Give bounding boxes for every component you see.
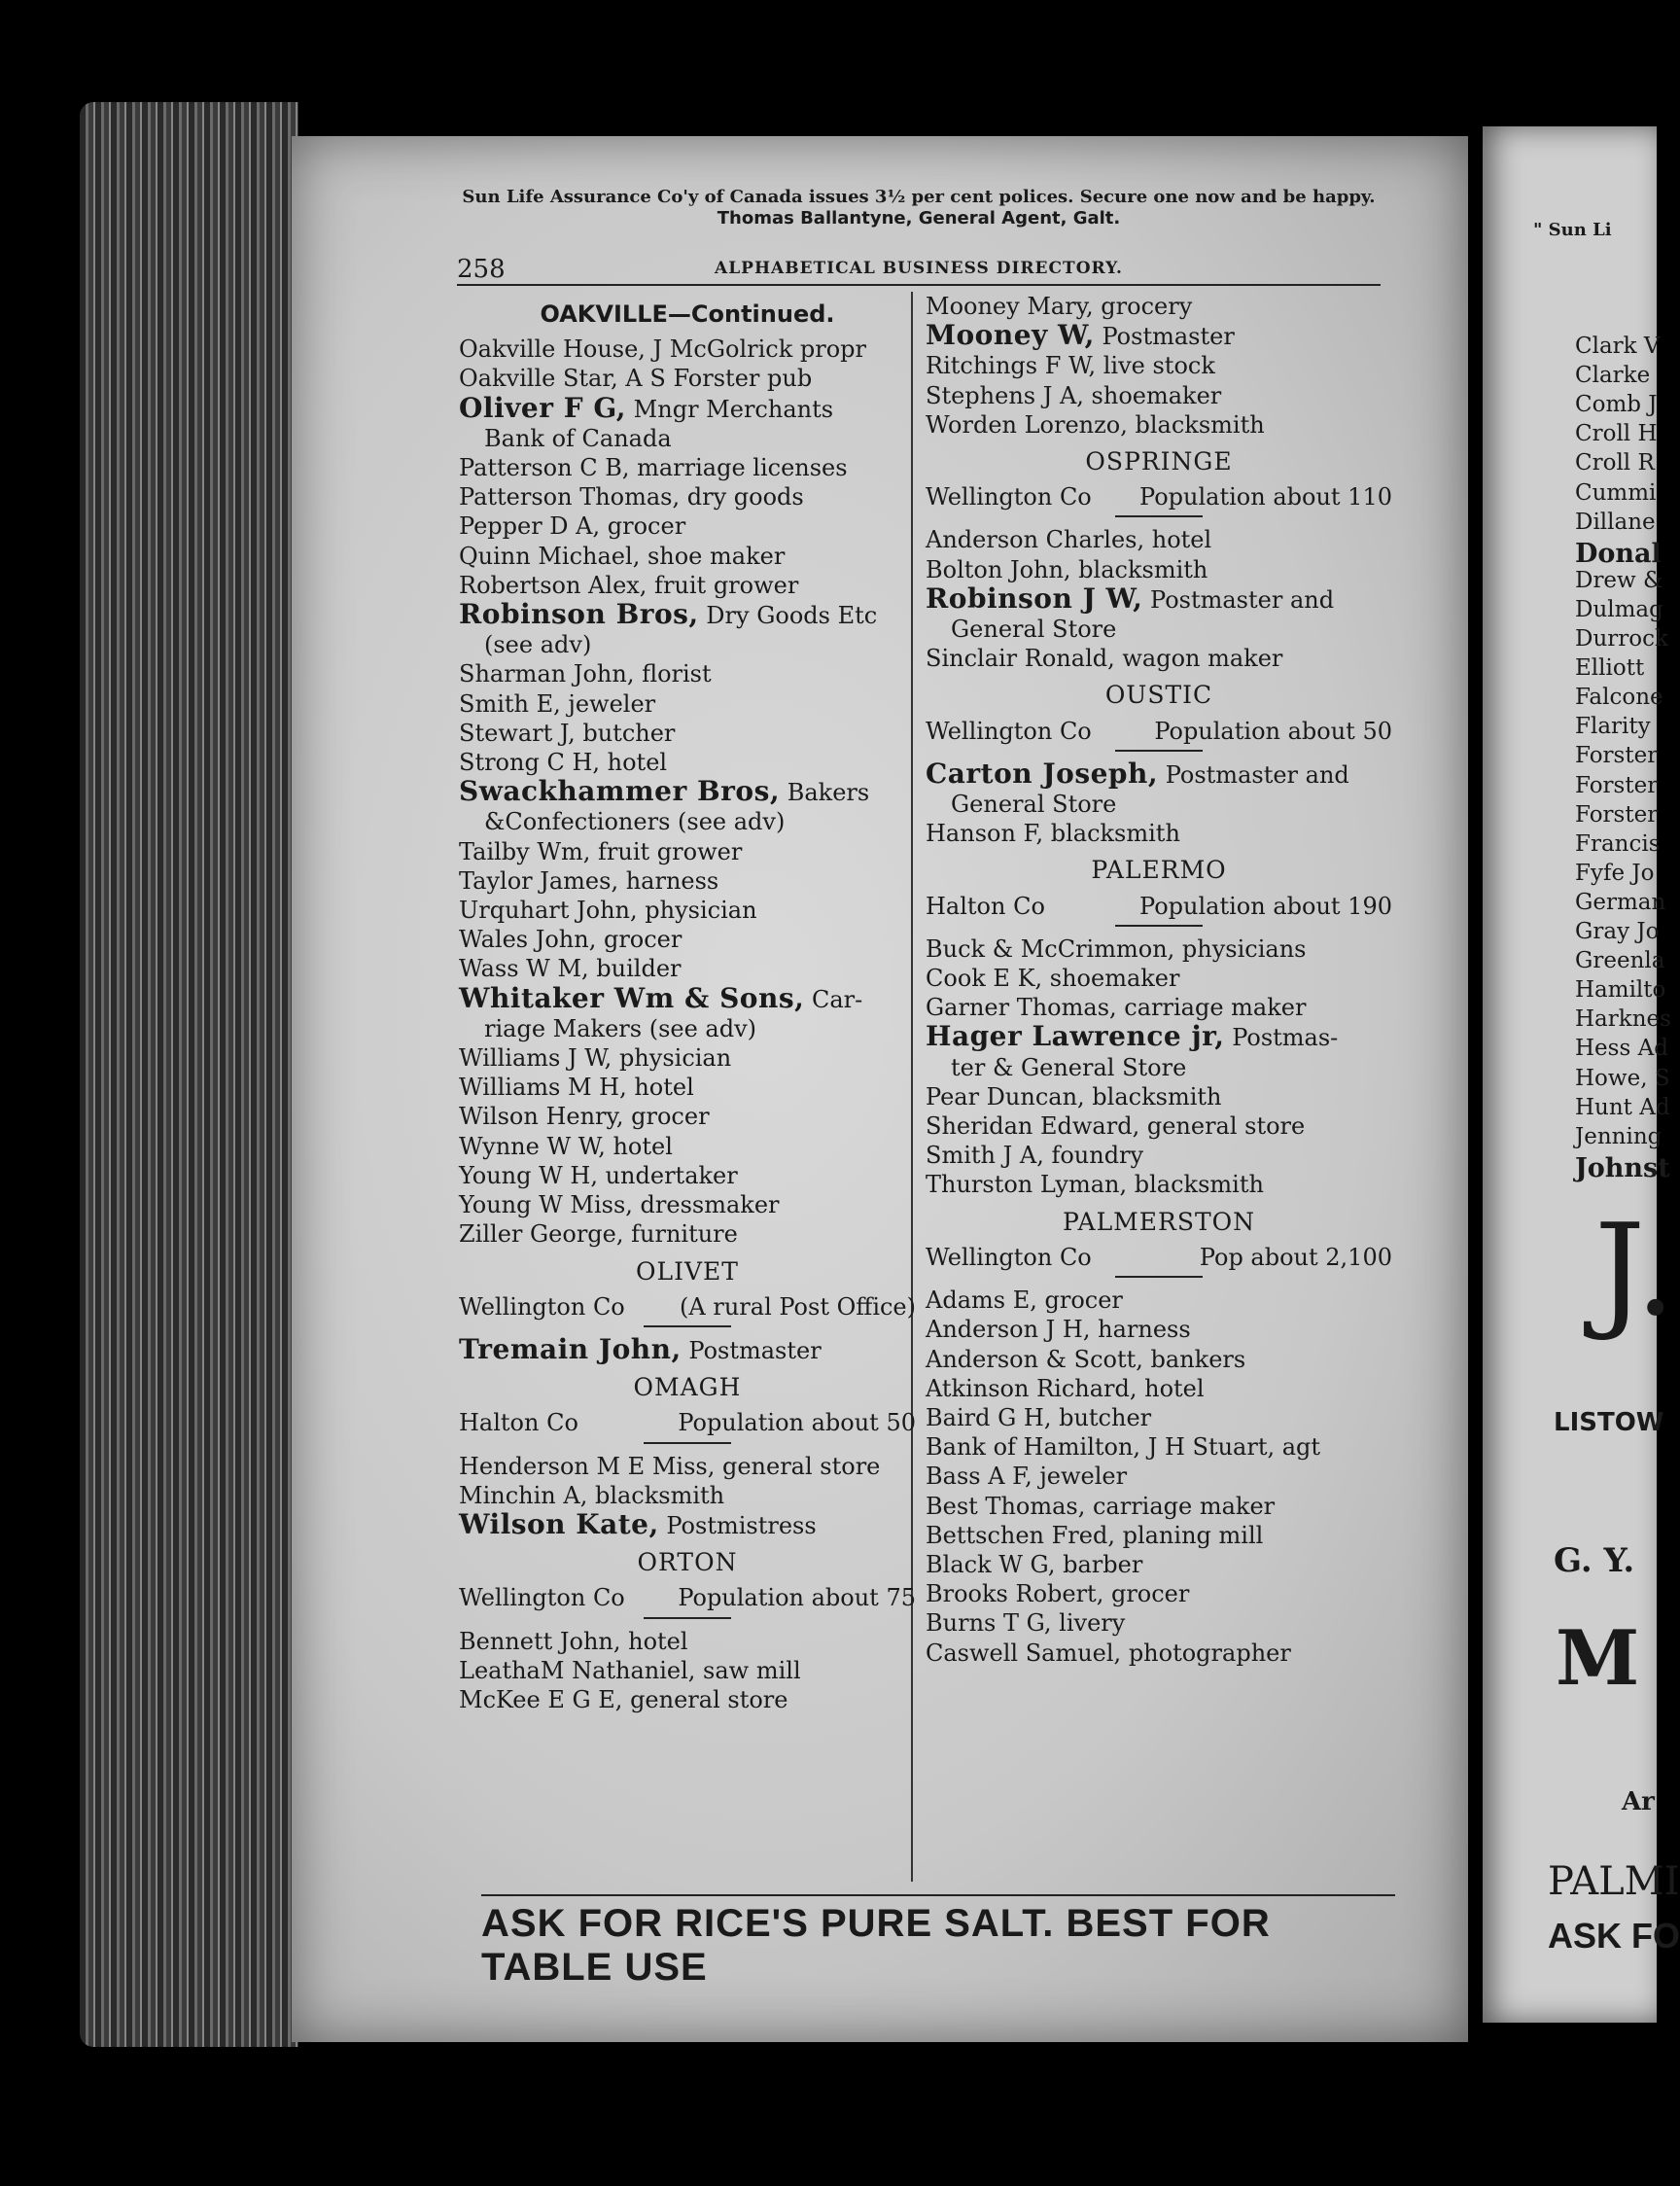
next-page-fragment: Forster [1575, 772, 1659, 798]
directory-entry [459, 1656, 916, 1685]
entry-name: Baird G H, butcher [926, 1403, 1152, 1431]
directory-entry [926, 1141, 1392, 1170]
entry-name: Quinn Michael, shoe maker [459, 542, 786, 570]
right-column [926, 292, 1392, 1668]
page-title: ALPHABETICAL BUSINESS DIRECTORY. [715, 259, 1123, 278]
county-name: Halton Co [459, 1409, 578, 1437]
section-rule [1115, 925, 1203, 927]
entry-name: Smith E, jeweler [459, 689, 656, 718]
population: (A rural Post Office) [680, 1292, 916, 1321]
page-header [457, 255, 1381, 286]
next-page-fragment: Flarity [1575, 714, 1651, 740]
entry-name: Ritchings F W, live stock [926, 352, 1215, 380]
next-page-fragment: Jenning [1575, 1123, 1662, 1149]
entry-name: Whitaker Wm & Sons, [459, 981, 805, 1014]
entry-continuation: Bank of Canada [484, 424, 672, 452]
entry-name: Wilson Kate, [459, 1507, 659, 1540]
directory-entry [926, 1374, 1392, 1403]
next-page-fragment: Greenla [1575, 948, 1665, 974]
directory-entry [459, 1161, 916, 1190]
section-heading-oakville: OAKVILLE—Continued. [540, 300, 835, 328]
entry-name: Wilson Henry, grocer [459, 1103, 710, 1131]
directory-entry [926, 381, 1392, 410]
directory-entry [926, 759, 1392, 819]
town-info [459, 1292, 916, 1322]
entry-detail: Dry Goods Etc [698, 602, 878, 630]
directory-entry [926, 934, 1392, 964]
town-info [926, 892, 1392, 921]
section-rule [1115, 750, 1203, 752]
next-page-fragment: LISTOW [1554, 1408, 1664, 1437]
directory-entry [926, 555, 1392, 584]
county-name: Wellington Co [926, 717, 1092, 745]
directory-entry [926, 1639, 1392, 1668]
next-page-fragment: G. Y. [1554, 1541, 1635, 1580]
entry-name: Anderson Charles, hotel [926, 526, 1212, 554]
town-heading: ORTON [637, 1548, 738, 1577]
population: Population about 190 [1139, 892, 1392, 920]
entry-name: Adams E, grocer [926, 1287, 1123, 1315]
directory-entry [926, 819, 1392, 848]
entry-name: Best Thomas, carriage maker [926, 1492, 1276, 1520]
county-name: Halton Co [926, 892, 1045, 920]
next-page-fragment: Comb J [1575, 392, 1658, 418]
directory-entry [459, 837, 916, 866]
directory-entry [459, 1219, 916, 1249]
entry-name: Hanson F, blacksmith [926, 820, 1180, 848]
next-page-fragment: Falcone [1575, 685, 1663, 711]
town-heading: OLIVET [636, 1256, 739, 1286]
next-page-fragment: Gray Jo [1575, 919, 1660, 944]
next-page-fragment: Croll H [1575, 421, 1658, 447]
directory-entry [459, 981, 916, 1043]
town-heading: PALMERSTON [1062, 1207, 1256, 1236]
entry-name: Sharman John, florist [459, 660, 712, 688]
directory-entry [459, 1452, 916, 1481]
next-page-fragment: Howe, S [1575, 1065, 1670, 1091]
town-heading: PALERMO [1091, 856, 1227, 885]
banner-line-2: Thomas Ballantyne, General Agent, Galt. [717, 208, 1121, 229]
entry-name: Oliver F G, [459, 391, 627, 424]
entry-continuation: General Store [951, 791, 1117, 819]
next-page-fragment: Johnst [1575, 1152, 1670, 1183]
next-page-fragment: Forster [1575, 743, 1659, 769]
directory-entry [459, 1507, 916, 1540]
directory-entry [926, 351, 1392, 380]
entry-name: Caswell Samuel, photographer [926, 1639, 1291, 1667]
entry-name: Pepper D A, grocer [459, 512, 686, 541]
entry-name: Worden Lorenzo, blacksmith [926, 410, 1265, 439]
next-page-initial: J. [1594, 1196, 1676, 1344]
directory-entry [926, 1315, 1392, 1344]
entry-detail: Postmistress [658, 1511, 817, 1539]
next-page-fragment: Drew & [1575, 567, 1663, 593]
next-page-fragment: Clarke [1575, 363, 1651, 389]
town-info [926, 1243, 1392, 1272]
directory-entry [926, 1345, 1392, 1374]
entry-detail: Postmaster [1094, 323, 1235, 351]
directory-entry [926, 1170, 1392, 1199]
entry-name: Hager Lawrence jr, [926, 1020, 1225, 1053]
directory-entry [926, 1111, 1392, 1141]
banner-line-1: Sun Life Assurance Co'y of Canada issues 3½ per cent polices. Secure one now and be happy. [462, 187, 1376, 207]
entry-detail: Mngr Merchants [626, 395, 834, 423]
entry-name: Henderson M E Miss, general store [459, 1452, 881, 1480]
directory-entry [459, 777, 916, 836]
entry-name: Bolton John, blacksmith [926, 555, 1208, 583]
county-name: Wellington Co [459, 1584, 625, 1612]
entry-name: Stewart J, butcher [459, 719, 676, 747]
entry-name: Burns T G, livery [926, 1609, 1126, 1638]
town-info [926, 482, 1392, 511]
section-rule [1115, 515, 1203, 517]
directory-entry [459, 1073, 916, 1102]
entry-name: Garner Thomas, carriage maker [926, 994, 1307, 1022]
entry-name: Robinson J W, [926, 582, 1143, 615]
population: Pop about 2,100 [1199, 1243, 1392, 1271]
directory-entry [926, 964, 1392, 993]
town-info [459, 1583, 916, 1612]
directory-entry [459, 364, 916, 393]
entry-detail: Postmaster and [1142, 585, 1335, 614]
entry-continuation: (see adv) [484, 631, 592, 659]
entry-name: Bass A F, jeweler [926, 1463, 1128, 1491]
directory-entry [459, 391, 916, 453]
entry-name: Williams J W, physician [459, 1044, 732, 1073]
entry-name: Tremain John, [459, 1332, 682, 1365]
next-page-fragment: Forster [1575, 801, 1659, 828]
directory-entry [926, 1579, 1392, 1608]
directory-entry [459, 1685, 916, 1714]
directory-entry [926, 1462, 1392, 1491]
entry-name: Wynne W W, hotel [459, 1132, 673, 1160]
entry-detail: Postmaster [681, 1336, 822, 1364]
town-info [926, 717, 1392, 746]
section-rule [1115, 1276, 1203, 1278]
directory-entry [926, 1521, 1392, 1550]
town-heading: OUSTIC [1104, 681, 1213, 710]
entry-name: Bettschen Fred, planing mill [926, 1521, 1264, 1549]
directory-entry [926, 292, 1392, 321]
entry-detail: Postmas- [1224, 1024, 1339, 1052]
town-heading: OMAGH [633, 1373, 742, 1402]
entry-continuation: ter & General Store [951, 1053, 1187, 1081]
section-rule [644, 1442, 731, 1444]
directory-entry [459, 1332, 916, 1365]
directory-entry [459, 453, 916, 482]
entry-detail: Car- [804, 985, 863, 1013]
entry-name: Oakville Star, A S Forster pub [459, 365, 813, 393]
entry-name: Anderson & Scott, bankers [926, 1345, 1246, 1373]
entry-name: Patterson C B, marriage licenses [459, 454, 848, 482]
entry-name: Williams M H, hotel [459, 1074, 694, 1102]
entry-continuation: General Store [951, 616, 1117, 644]
directory-entry [926, 1550, 1392, 1579]
directory-entry [459, 1132, 916, 1161]
directory-entry [459, 1190, 916, 1219]
population: Population about 50 [678, 1409, 916, 1437]
directory-entry [459, 571, 916, 600]
directory-entry [459, 1102, 916, 1131]
next-page-fragment: Ar [1622, 1787, 1655, 1816]
directory-entry [459, 896, 916, 925]
next-page-fragment: Elliott [1575, 655, 1645, 682]
advert-banner [457, 187, 1381, 229]
next-page-fragment: M [1556, 1614, 1640, 1703]
entry-continuation: riage Makers (see adv) [484, 1014, 757, 1042]
entry-name: Pear Duncan, blacksmith [926, 1082, 1222, 1111]
entry-continuation: &Confectioners (see adv) [484, 808, 786, 836]
entry-name: Carton Joseph, [926, 757, 1159, 790]
directory-entry [926, 584, 1392, 644]
county-name: Wellington Co [926, 483, 1092, 511]
left-column [459, 292, 916, 1714]
entry-name: Anderson J H, harness [926, 1316, 1191, 1344]
entry-detail: Bakers [780, 779, 870, 807]
directory-entry [926, 321, 1392, 351]
entry-name: Smith J A, foundry [926, 1142, 1144, 1170]
entry-name: Atkinson Richard, hotel [926, 1374, 1205, 1402]
entry-name: Mooney Mary, grocery [926, 293, 1193, 320]
entry-name: Brooks Robert, grocer [926, 1580, 1190, 1608]
next-page-fragment: Durrock [1575, 626, 1668, 652]
entry-name: Young W Miss, dressmaker [459, 1191, 780, 1219]
entry-name: Sinclair Ronald, wagon maker [926, 645, 1283, 673]
next-page-fragment: Hamilto [1575, 977, 1666, 1004]
entry-name: LeathaM Nathaniel, saw mill [459, 1656, 801, 1684]
directory-entry [459, 600, 916, 659]
directory-entry [926, 1286, 1392, 1315]
county-name: Wellington Co [926, 1243, 1092, 1271]
entry-name: Swackhammer Bros, [459, 775, 781, 808]
entry-name: Taylor James, harness [459, 866, 719, 895]
directory-entry [459, 659, 916, 688]
book-page-edges [80, 102, 298, 2047]
directory-entry [459, 1043, 916, 1073]
directory-entry [459, 748, 916, 777]
directory-entry [926, 1082, 1392, 1111]
entry-name: Young W H, undertaker [459, 1161, 738, 1189]
entry-name: Tailby Wm, fruit grower [459, 837, 743, 865]
footer-advert: ASK FOR RICE'S PURE SALT. BEST FOR TABLE USE [481, 1894, 1395, 1990]
page-number: 258 [457, 255, 506, 284]
directory-entry [926, 1608, 1392, 1638]
directory-entry [459, 511, 916, 541]
directory-entry [926, 993, 1392, 1022]
next-page-fragment: Francis [1575, 830, 1661, 857]
next-page-fragment: ASK FO [1548, 1916, 1680, 1956]
next-page-fragment: Cummi [1575, 479, 1657, 506]
directory-entry [459, 954, 916, 983]
entry-name: Robinson Bros, [459, 598, 699, 631]
directory-entry [926, 410, 1392, 440]
directory-entry [459, 542, 916, 571]
section-rule [644, 1325, 731, 1327]
entry-name: Urquhart John, physician [459, 897, 757, 925]
population: Population about 75 [678, 1584, 916, 1612]
directory-entry [926, 1432, 1392, 1462]
entry-name: Bank of Hamilton, J H Stuart, agt [926, 1433, 1321, 1462]
entry-name: Black W G, barber [926, 1550, 1143, 1578]
directory-entry [459, 1481, 916, 1510]
entry-name: Oakville House, J McGolrick propr [459, 335, 867, 364]
directory-entry [459, 335, 916, 364]
town-heading: OSPRINGE [1085, 447, 1233, 476]
directory-entry [459, 925, 916, 954]
directory-entry [459, 482, 916, 511]
directory-entry [459, 719, 916, 748]
entry-name: McKee E G E, general store [459, 1685, 788, 1713]
next-page-fragment: Fyfe Jo [1575, 860, 1655, 886]
next-page-fragment: PALMI [1548, 1859, 1680, 1904]
next-page-fragment: " Sun Li [1533, 220, 1612, 240]
next-page-fragment: Croll R [1575, 450, 1655, 476]
directory-entry [926, 644, 1392, 673]
entry-name: Wales John, grocer [459, 926, 682, 954]
directory-entry [926, 1403, 1392, 1432]
section-rule [644, 1617, 731, 1619]
next-page-fragment: German [1575, 889, 1666, 915]
entry-name: Strong C H, hotel [459, 749, 668, 777]
next-page-fragment: Donal [1575, 538, 1662, 569]
entry-name: Wass W M, builder [459, 955, 682, 983]
next-page-fragment: Hunt Ad [1575, 1094, 1670, 1120]
directory-entry [459, 689, 916, 719]
entry-name: Cook E K, shoemaker [926, 965, 1180, 993]
next-page-fragment: Dillane [1575, 509, 1656, 535]
entry-name: Bennett John, hotel [459, 1627, 688, 1655]
next-page-fragment: Dulmag [1575, 596, 1663, 622]
directory-entry [926, 1492, 1392, 1521]
entry-name: Thurston Lyman, blacksmith [926, 1171, 1264, 1199]
next-page-fragment: Harknes [1575, 1006, 1671, 1033]
directory-entry [459, 866, 916, 896]
entry-name: Patterson Thomas, dry goods [459, 483, 804, 511]
next-page-fragment: Hess Ad [1575, 1036, 1668, 1062]
entry-name: Robertson Alex, fruit grower [459, 571, 799, 599]
entry-name: Minchin A, blacksmith [459, 1481, 725, 1509]
directory-entry [459, 1627, 916, 1656]
population: Population about 50 [1154, 717, 1392, 745]
entry-name: Mooney W, [926, 319, 1095, 352]
entry-name: Buck & McCrimmon, physicians [926, 934, 1307, 963]
directory-entry [926, 525, 1392, 554]
entry-name: Stephens J A, shoemaker [926, 381, 1222, 409]
county-name: Wellington Co [459, 1292, 625, 1321]
town-info [459, 1408, 916, 1437]
entry-name: Ziller George, furniture [459, 1220, 738, 1249]
next-page-fragment: Clark V [1575, 334, 1661, 359]
entry-name: Sheridan Edward, general store [926, 1112, 1306, 1141]
entry-detail: Postmaster and [1158, 760, 1349, 789]
population: Population about 110 [1139, 483, 1392, 511]
directory-entry [926, 1022, 1392, 1081]
